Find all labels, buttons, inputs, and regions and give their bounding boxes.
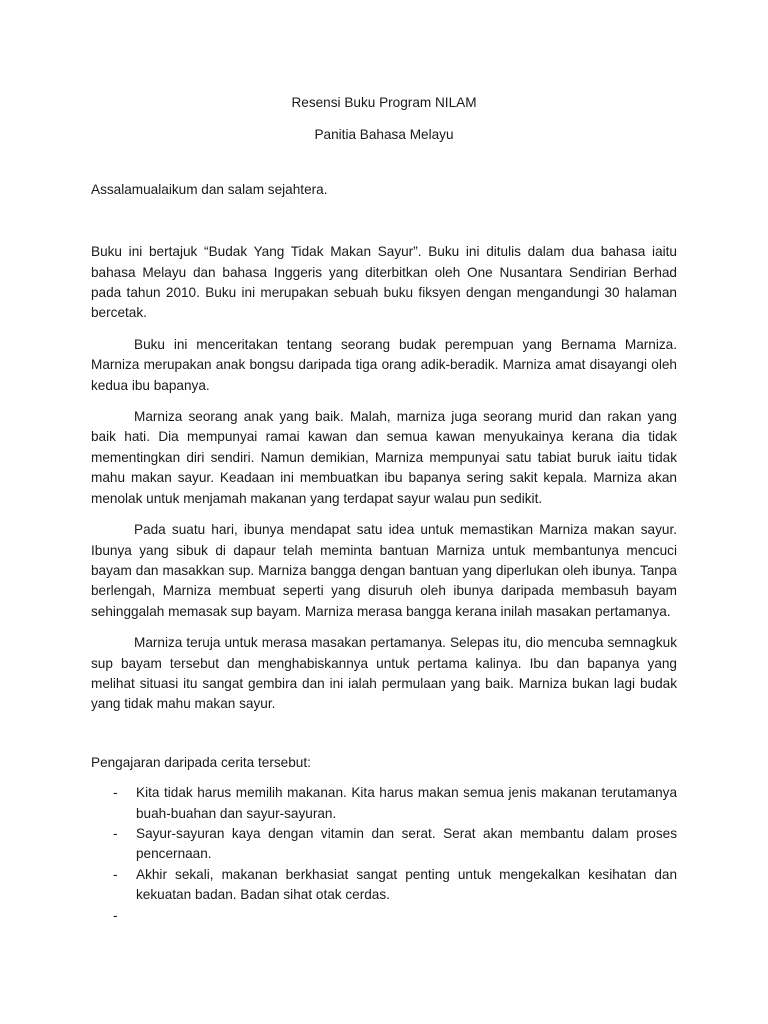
- bullet-dash: -: [113, 785, 118, 801]
- document-title: Resensi Buku Program NILAM: [291, 95, 477, 110]
- lesson-text: Sayur-sayuran kaya dengan vitamin dan serat. Serat akan membantu dalam proses pencernaan.: [136, 825, 677, 862]
- bullet-dash: -: [113, 907, 118, 923]
- bullet-dash: -: [113, 866, 118, 882]
- list-item: [91, 906, 677, 926]
- greeting-line: Assalamualaikum dan salam sejahtera.: [91, 181, 328, 197]
- lesson-text: [136, 908, 140, 923]
- paragraph-story-4: Marniza teruja untuk merasa masakan pertamanya. Selepas itu, dio mencuba semnagkuk sup bayam tersebut dan menghabiskannya untuk pertama kalinya. Ibu dan bapanya yang melihat situasi itu sangat gembira dan ini ialah permulaan yang baik. Marniza bukan lagi budak yang tidak mahu makan sayur.: [91, 635, 677, 712]
- paragraph-intro: Buku ini bertajuk “Budak Yang Tidak Makan Sayur”. Buku ini ditulis dalam dua bahasa iaitu bahasa Melayu dan bahasa Inggeris yang diterbitkan oleh One Nusantara Sendirian Berhad pada tahun 2010. Buku ini merupakan sebuah buku fiksyen dengan mengandungi 30 halaman bercetak.: [91, 244, 677, 321]
- lessons-heading: Pengajaran daripada cerita tersebut:: [91, 754, 311, 770]
- document-subtitle: Panitia Bahasa Melayu: [314, 127, 454, 143]
- list-item: [91, 824, 677, 865]
- list-item: [91, 783, 677, 824]
- lessons-list: [91, 783, 677, 926]
- paragraph-story-3: Pada suatu hari, ibunya mendapat satu idea untuk memastikan Marniza makan sayur. Ibunya yang sibuk di dapaur telah meminta bantuan Marniza untuk membantunya mencuci bayam dan masakkan sup. Marniza bangga dengan bantuan yang diperlukan oleh ibunya. Tanpa berlengah, Marniza membuat seperti yang disuruh oleh ibunya daripada membasuh bayam sehinggalah memasak sup bayam. Marniza merasa bangga kerana inilah masakan pertamanya.: [91, 522, 677, 619]
- lesson-text: Akhir sekali, makanan berkhasiat sangat penting untuk mengekalkan kesihatan dan kekuatan badan. Badan sihat otak cerdas.: [136, 866, 677, 903]
- paragraph-story-2: Marniza seorang anak yang baik. Malah, marniza juga seorang murid dan rakan yang baik hati. Dia mempunyai ramai kawan dan semua kawan menyukainya kerana dia tidak mementingkan diri sendiri. Namun demikian, Marniza mempunyai satu tabiat buruk iaitu tidak mahu makan sayur. Keadaan ini membuatkan ibu bapanya sering sakit kepala. Marniza akan menolak untuk menjamah makanan yang terdapat sayur walau pun sedikit.: [91, 409, 677, 506]
- bullet-dash: -: [113, 825, 118, 841]
- document-body: [91, 93, 677, 926]
- paragraph-story-1: Buku ini menceritakan tentang seorang budak perempuan yang Bernama Marniza. Marniza merupakan anak bongsu daripada tiga orang adik-beradik. Marniza amat disayangi oleh kedua ibu bapanya.: [91, 336, 677, 393]
- list-item: [91, 865, 677, 906]
- lesson-text: Kita tidak harus memilih makanan. Kita harus makan semua jenis makanan terutamanya buah-buahan dan sayur-sayuran.: [136, 785, 677, 821]
